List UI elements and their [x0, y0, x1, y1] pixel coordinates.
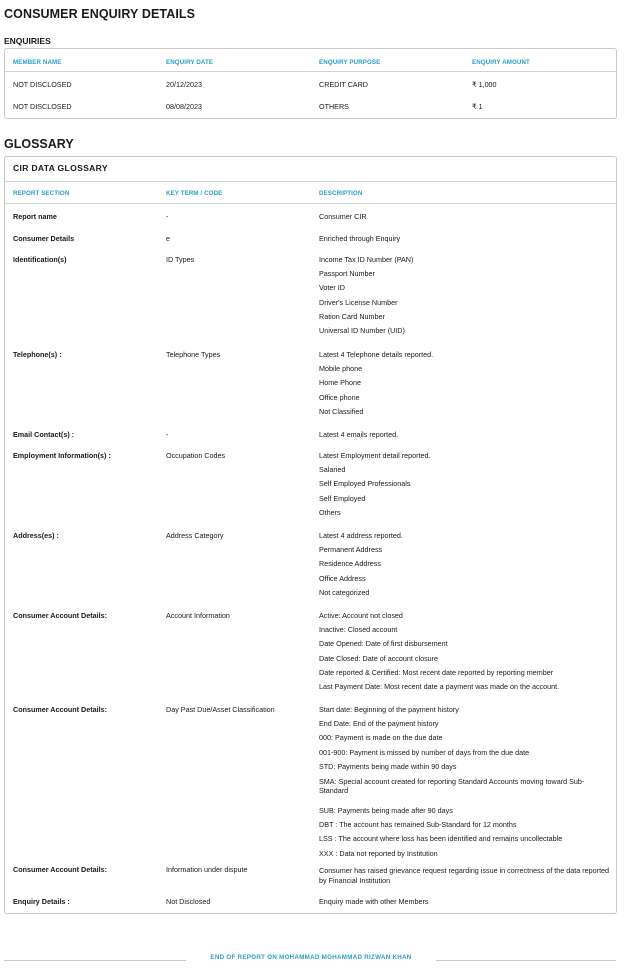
description-line: Latest 4 Telephone details reported.: [319, 350, 434, 359]
description-line: DBT : The account has remained Sub-Standard for 12 months: [319, 820, 517, 830]
divider: [5, 181, 616, 182]
glossary-section: Employment Information(s) :: [13, 451, 111, 460]
table-cell: CREDIT CARD: [319, 80, 368, 89]
glossary-description: [319, 896, 428, 910]
column-header: MEMBER NAME: [13, 59, 62, 66]
glossary-term: Address Category: [166, 531, 224, 540]
glossary-section: Telephone(s) :: [13, 350, 62, 359]
description-line: Self Employed Professionals: [319, 479, 411, 489]
description-line: Universal ID Number (UID): [319, 325, 405, 335]
description-line: LSS : The account where loss has been identified and remains uncollectable: [319, 834, 563, 844]
description-line: Home Phone: [319, 378, 361, 388]
glossary-section: Consumer Details: [13, 234, 75, 243]
description-line: Passport Number: [319, 269, 375, 279]
table-cell: ₹ 1: [472, 102, 483, 111]
glossary-term: -: [166, 430, 169, 439]
column-header: REPORT SECTION: [13, 190, 70, 197]
table-cell: ₹ 1,000: [472, 80, 497, 89]
description-line: SUB: Payments being made after 90 days: [319, 805, 453, 815]
description-line: Date Opened: Date of first disbursement: [319, 639, 448, 649]
glossary-term: -: [166, 212, 169, 221]
column-header: ENQUIRY PURPOSE: [319, 59, 381, 66]
glossary-description: [319, 704, 611, 862]
glossary-description: [319, 866, 611, 888]
description-line: XXX : Data not reported by Institution: [319, 848, 438, 858]
description-line: Not categorized: [319, 587, 370, 597]
description-line: Inactive: Closed account: [319, 625, 398, 635]
description-line: Driver's License Number: [319, 297, 398, 307]
description-line: Active: Account not closed: [319, 611, 403, 620]
glossary-term: Occupation Codes: [166, 451, 226, 460]
description-line: Others: [319, 507, 341, 517]
glossary-description: [319, 429, 398, 443]
description-line: Office Address: [319, 573, 366, 583]
description-line: 000: Payment is made on the due date: [319, 733, 443, 743]
divider: [5, 71, 616, 72]
description-line: Consumer CIR: [319, 212, 367, 221]
glossary-term: Telephone Types: [166, 350, 221, 359]
page-title: CONSUMER ENQUIRY DETAILS: [4, 7, 196, 21]
table-cell: 20/12/2023: [166, 80, 202, 89]
glossary-description: [319, 254, 413, 339]
glossary-term: e: [166, 234, 170, 243]
glossary-description: [319, 233, 400, 247]
description-line: Latest 4 emails reported.: [319, 430, 399, 439]
enquiries-table: [4, 48, 617, 119]
report-footer: [0, 954, 627, 961]
description-line: STD: Payments being made within 90 days: [319, 761, 457, 771]
divider: [5, 203, 616, 204]
description-line: Self Employed: [319, 493, 366, 503]
glossary-section: Consumer Account Details:: [13, 865, 107, 874]
description-line: Voter ID: [319, 283, 345, 293]
glossary-description: [319, 349, 433, 420]
glossary-section: Email Contact(s) :: [13, 430, 75, 439]
description-line: Date reported & Certified: Most recent date reported by reporting member: [319, 667, 554, 677]
description-line: Latest Employment detail reported.: [319, 451, 431, 460]
glossary-heading: GLOSSARY: [4, 137, 74, 151]
glossary-section: Consumer Account Details:: [13, 705, 107, 714]
description-line: End Date: End of the payment history: [319, 719, 439, 729]
table-cell: NOT DISCLOSED: [13, 102, 72, 111]
glossary-description: [319, 211, 367, 225]
table-cell: OTHERS: [319, 102, 349, 111]
divider: [4, 960, 186, 961]
description-line: SMA: Special account created for reporting Standard Accounts moving toward Sub-Standard: [319, 776, 585, 796]
column-header: ENQUIRY DATE: [166, 59, 214, 66]
description-line: Ration Card Number: [319, 311, 385, 321]
glossary-term: Account Information: [166, 611, 230, 620]
column-header: KEY TERM / CODE: [166, 190, 223, 197]
description-line: Mobile phone: [319, 364, 363, 374]
description-line: Salaried: [319, 465, 346, 475]
glossary-section: Consumer Account Details:: [13, 611, 107, 620]
description-line: Income Tax ID Number (PAN): [319, 255, 414, 264]
description-line: Start date: Beginning of the payment history: [319, 705, 459, 714]
column-header: ENQUIRY AMOUNT: [472, 59, 530, 66]
glossary-term: ID Types: [166, 255, 195, 264]
glossary-description: [319, 530, 403, 601]
description-line: Consumer has raised grievance request regarding issue in correctness of the data reported by Financial Institution: [319, 866, 610, 885]
description-line: Last Payment Date: Most recent date a payment was made on the account.: [319, 681, 560, 691]
glossary-title: CIR DATA GLOSSARY: [13, 163, 108, 173]
glossary-term: Not Disclosed: [166, 897, 211, 906]
description-line: Not Classified: [319, 406, 364, 416]
column-header: DESCRIPTION: [319, 190, 363, 197]
glossary-term: Information under dispute: [166, 865, 248, 874]
description-line: Enquiry made with other Members: [319, 897, 429, 906]
enquiries-heading: ENQUIRIES: [4, 36, 51, 46]
glossary-description: [319, 610, 559, 695]
glossary-section: Report name: [13, 212, 57, 221]
description-line: Office phone: [319, 392, 360, 402]
description-line: 001-900: Payment is missed by number of days from the due date: [319, 747, 530, 757]
description-line: Date Closed: Date of account closure: [319, 653, 439, 663]
divider: [436, 960, 616, 961]
glossary-term: Day Past Due/Asset Classification: [166, 705, 275, 714]
glossary-table: [4, 156, 617, 914]
description-line: Enriched through Enquiry: [319, 234, 401, 243]
glossary-section: Enquiry Details :: [13, 897, 70, 906]
table-cell: NOT DISCLOSED: [13, 80, 72, 89]
footer-text: END OF REPORT ON MOHAMMAD MOHAMMAD RIZWAN KHAN: [210, 954, 412, 961]
description-line: Latest 4 address reported.: [319, 531, 403, 540]
description-line: Residence Address: [319, 559, 381, 569]
table-cell: 08/08/2023: [166, 102, 202, 111]
glossary-description: [319, 450, 430, 521]
glossary-section: Address(es) :: [13, 531, 59, 540]
description-line: Permanent Address: [319, 545, 383, 555]
glossary-section: Identification(s): [13, 255, 67, 264]
